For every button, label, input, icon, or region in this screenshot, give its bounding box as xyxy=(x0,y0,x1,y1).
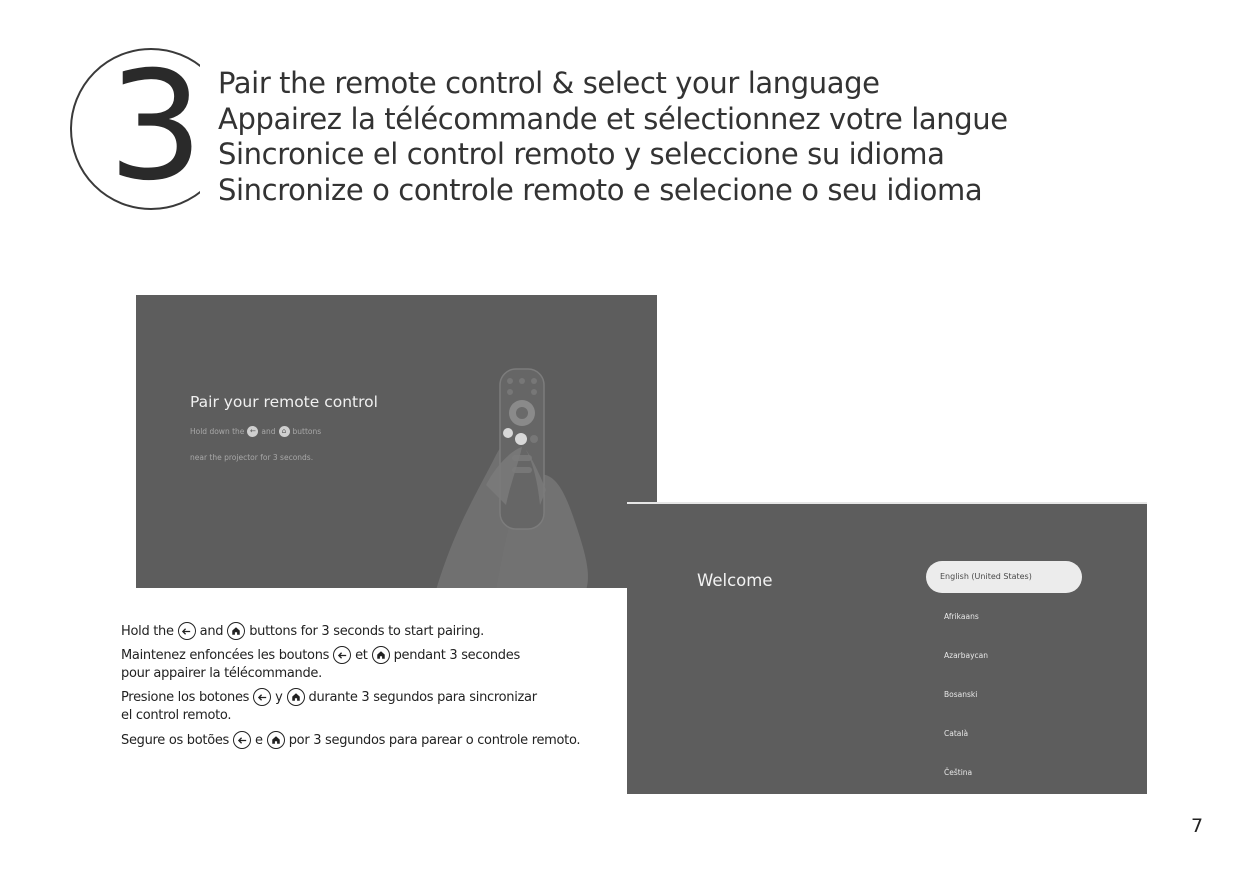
pair-screen-subtitle-line2: near the projector for 3 seconds. xyxy=(190,453,314,462)
instr-text: and xyxy=(199,623,224,639)
pair-sub-text-b: and xyxy=(261,427,276,436)
back-arrow-icon xyxy=(333,646,351,664)
instr-text: Presione los botones xyxy=(121,689,250,705)
language-option[interactable]: Azarbaycan xyxy=(944,651,989,660)
instruction-es xyxy=(121,688,537,706)
instr-text: por 3 segundos para parear o controle remoto. xyxy=(288,732,581,748)
screen-top-edge xyxy=(627,502,1147,504)
home-icon xyxy=(267,731,285,749)
language-option[interactable]: Čeština xyxy=(944,768,973,777)
instruction-en xyxy=(121,622,484,640)
instr-text: Segure os botões xyxy=(121,732,230,748)
back-arrow-icon xyxy=(253,688,271,706)
instr-text: y xyxy=(275,689,283,705)
instr-text: pendant 3 secondes xyxy=(393,647,520,663)
title-fr: Appairez la télécommande et sélectionnez votre langue xyxy=(218,101,1008,136)
instr-text: e xyxy=(255,732,263,748)
pair-remote-screen xyxy=(136,295,657,588)
instr-text: Maintenez enfoncées les boutons xyxy=(121,647,330,663)
home-icon xyxy=(227,622,245,640)
step-titles xyxy=(218,66,1008,208)
language-option[interactable]: Afrikaans xyxy=(944,612,979,621)
home-icon xyxy=(287,688,305,706)
back-arrow-icon xyxy=(178,622,196,640)
hands-holding-remote-icon xyxy=(426,355,646,588)
instr-text: et xyxy=(355,647,368,663)
pair-screen-title: Pair your remote control xyxy=(190,393,378,411)
instr-text: durante 3 segundos para sincronizar xyxy=(308,689,537,705)
language-option[interactable]: Bosanski xyxy=(944,690,978,699)
language-option[interactable]: Català xyxy=(944,729,969,738)
back-arrow-icon xyxy=(233,731,251,749)
page-number: 7 xyxy=(1191,815,1204,837)
back-button-icon: ← xyxy=(247,426,258,437)
title-en: Pair the remote control & select your language xyxy=(218,66,880,100)
title-pt: Sincronize o controle remoto e selecione o seu idioma xyxy=(218,172,983,207)
step-number: 3 xyxy=(108,40,204,214)
home-icon xyxy=(372,646,390,664)
instruction-fr xyxy=(121,646,520,664)
home-button-icon: ⌂ xyxy=(279,426,290,437)
pair-screen-subtitle xyxy=(190,426,321,437)
pair-sub-text-a: Hold down the xyxy=(190,427,245,436)
instruction-es-line2: el control remoto. xyxy=(121,708,232,723)
language-option-selected[interactable]: English (United States) xyxy=(926,561,1082,593)
welcome-language-screen xyxy=(627,502,1147,794)
pair-sub-text-c: buttons xyxy=(292,427,322,436)
instruction-fr-line2: pour appairer la télécommande. xyxy=(121,666,322,681)
welcome-title: Welcome xyxy=(697,571,773,590)
instruction-pt xyxy=(121,731,580,749)
instr-text: buttons for 3 seconds to start pairing. xyxy=(249,623,485,639)
instr-text: Hold the xyxy=(121,623,174,639)
title-es: Sincronice el control remoto y seleccione su idioma xyxy=(218,137,945,171)
